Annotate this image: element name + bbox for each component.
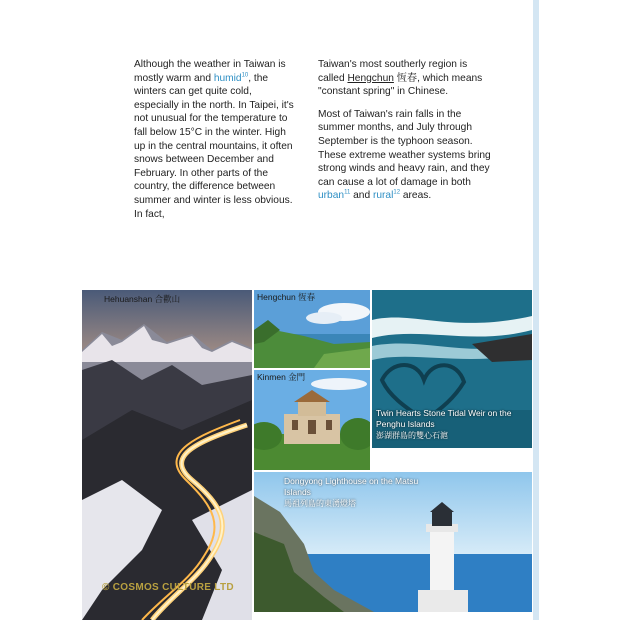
dongyong-photo xyxy=(254,472,532,612)
hengchun-caption: Hengchun 恆春 xyxy=(257,292,316,302)
hengchun-photo xyxy=(254,290,370,368)
left-paragraph: Although the weather in Taiwan is mostly warm and humid$^{10}$, the winters can get quite cold, especially in the north. In Taipei, it's not unusual for the temperature to fall below 15°C in the winter. High up in the central mountains, it often snows between December and February. In other parts of the country, the difference between summer and winter is less obvious. In fact, xyxy=(134,59,294,220)
dongyong-caption: Dongyong Lighthouse on the Matsu Islands 馬祖列島的東湧燈塔 xyxy=(284,476,419,508)
right-text-column xyxy=(318,58,494,212)
twin-hearts-photo xyxy=(372,290,532,448)
keyword-hengchun: Hengchun xyxy=(347,72,394,84)
keyword-humid: humid xyxy=(213,72,242,84)
right-paragraph-2: Most of Taiwan's rain falls in the summer months, and July through September is the typhoon season. These extreme weather systems bring strong winds and heavy rain, and they can cause a lot of damage in both urban$^{11}$ and rural$^{12}$ areas. xyxy=(318,108,491,202)
side-rule xyxy=(533,0,539,620)
hehuanshan-photo xyxy=(82,290,252,620)
hehuanshan-caption: Hehuanshan 合歡山 xyxy=(104,294,181,304)
keyword-rural: rural xyxy=(372,190,394,202)
copyright-notice: © COSMOS CULTURE LTD xyxy=(102,582,234,593)
right-paragraph-1: Taiwan's most southerly region is called Hengchun 恆春, which means "constant spring" in Chinese. xyxy=(318,59,483,98)
kinmen-caption: Kinmen 金門 xyxy=(257,372,306,382)
left-text-column xyxy=(134,58,296,230)
twin-hearts-caption: Twin Hearts Stone Tidal Weir on the Penghu Islands 澎湖群島的雙心石滬 xyxy=(376,408,512,440)
kinmen-photo xyxy=(254,370,370,470)
keyword-urban: urban xyxy=(318,190,345,202)
